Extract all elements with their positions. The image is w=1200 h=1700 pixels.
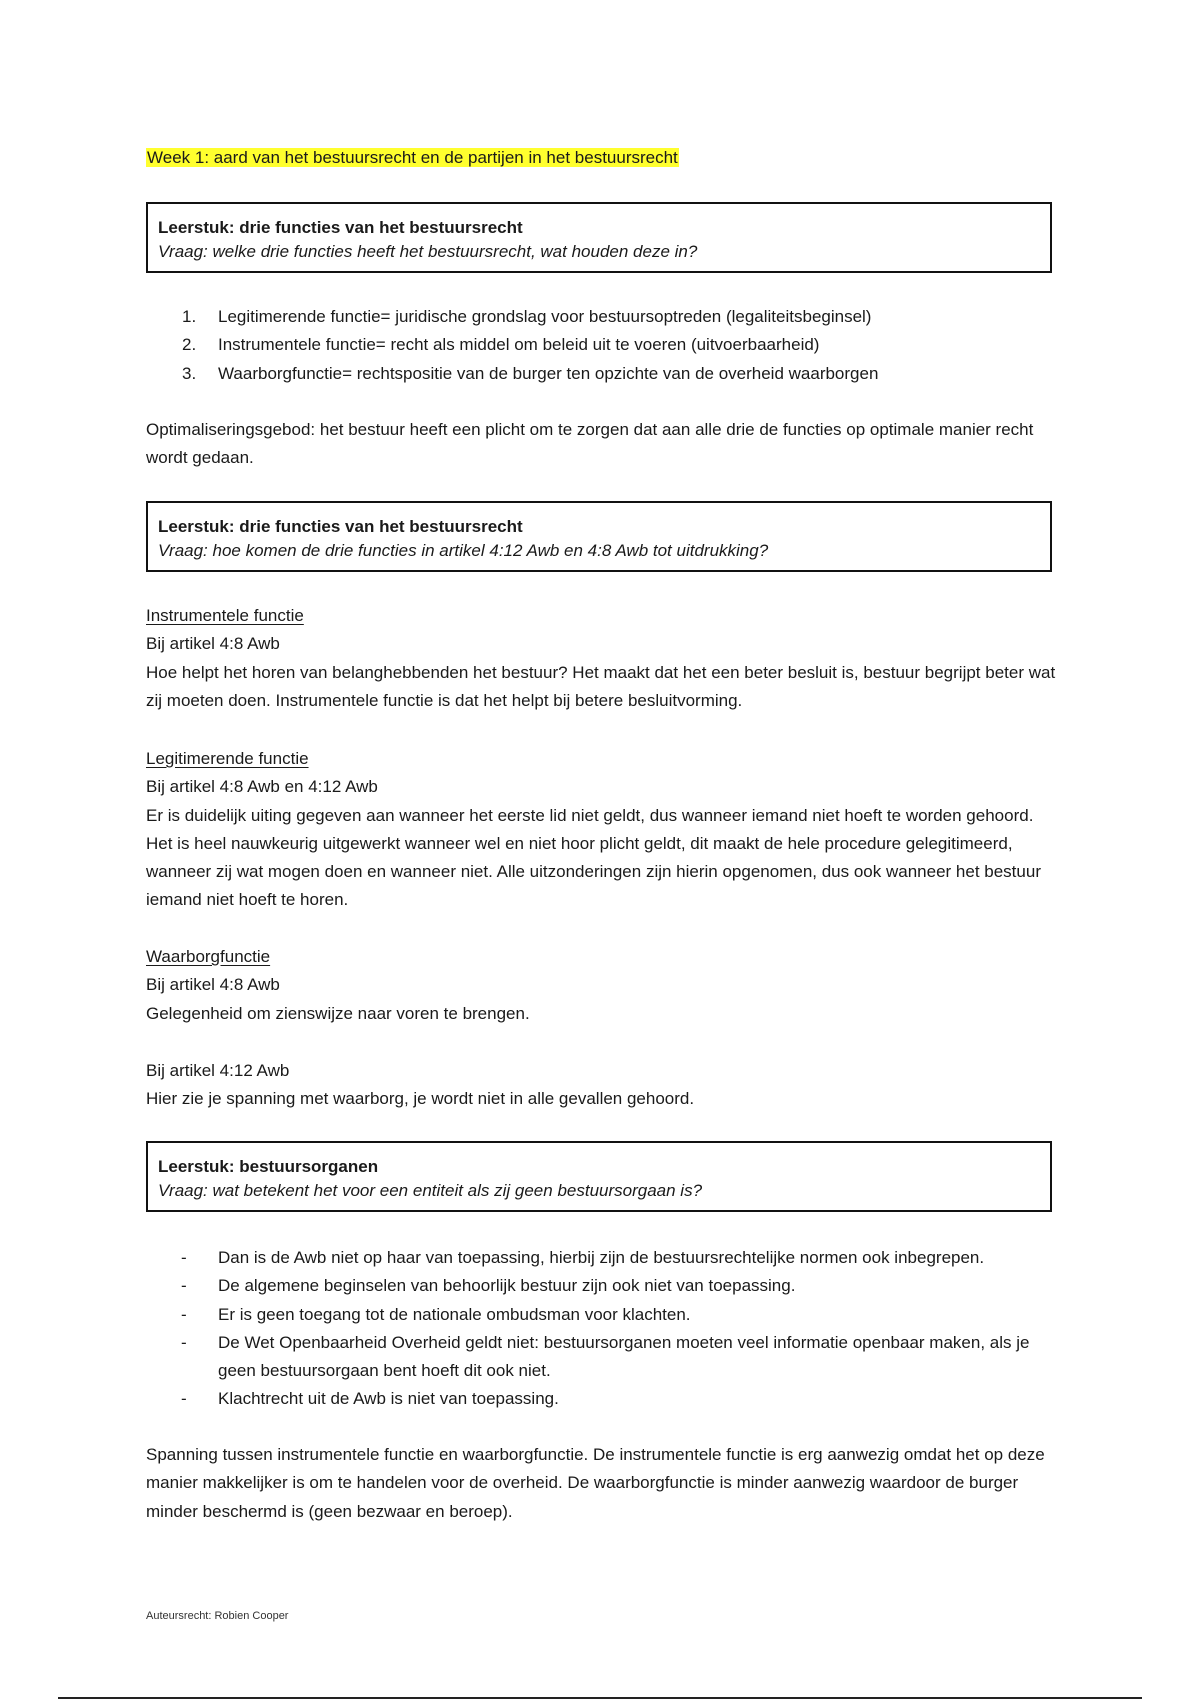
functions-list — [146, 303, 1056, 388]
section-heading: Waarborgfunctie — [146, 947, 271, 966]
section-text: Er is duidelijk uiting gegeven aan wanneer het eerste lid niet geldt, dus wanneer iemand niet hoeft te worden gehoord. Het is heel nauwkeurig uitgewerkt wanneer wel en niet hoor plicht geldt, dit maakt de hele procedure gelegitimeerd, wanneer zij wat mogen doen en wanneer niet. Alle uitzonderingen zijn hierin opgenomen, dus ook wanneer het bestuur iemand niet hoeft te horen. — [146, 805, 1041, 910]
functions-list-block — [146, 303, 1056, 388]
waarborg-section-4-12 — [146, 1057, 1056, 1114]
spanning-paragraph: Spanning tussen instrumentele functie en waarborgfunctie. De instrumentele functie is erg aanwezig omdat het op deze manier makkelijker is om te handelen voor de overheid. De waarborgfunctie is minder aanwezig waardoor de burger minder beschermd is (geen bezwaar en beroep). — [146, 1445, 1045, 1521]
list-item: 3. Waarborgfunctie= rechtspositie van de burger ten opzichte van de overheid waarborgen — [182, 363, 879, 383]
legitimerende-section — [146, 745, 1056, 915]
waarborg-section — [146, 943, 1056, 1028]
week-heading — [146, 146, 679, 170]
list-item: - Er is geen toegang tot de nationale ombudsman voor klachten. — [181, 1304, 691, 1324]
list-item: - De algemene beginselen van behoorlijk bestuur zijn ook niet van toepassing. — [181, 1276, 796, 1296]
list-item: 1. Legitimerende functie= juridische grondslag voor bestuursoptreden (legaliteitsbeginsel) — [182, 307, 872, 326]
consequences-list — [146, 1244, 1056, 1414]
section-heading: Instrumentele functie — [146, 606, 304, 625]
section-text: Hoe helpt het horen van belanghebbenden het bestuur? Het maakt dat het een beter besluit is, bestuur begrijpt beter wat zij moeten doen. Instrumentele functie is dat het helpt bij betere besluitvorming. — [146, 662, 1056, 710]
instrumentele-section — [146, 602, 1056, 715]
leerstuk-title: Leerstuk: drie functies van het bestuursrecht — [158, 517, 523, 536]
list-item: - Klachtrecht uit de Awb is niet van toepassing. — [181, 1389, 559, 1409]
leerstuk-box-bestuursorganen — [146, 1141, 1052, 1212]
leerstuk-question: Vraag: welke drie functies heeft het bestuursrecht, wat houden deze in? — [158, 242, 698, 261]
section-subheading: Bij artikel 4:8 Awb en 4:12 Awb — [146, 777, 378, 797]
copyright-note: Auteursrecht: Robien Cooper — [146, 1610, 289, 1622]
section-subheading: Bij artikel 4:8 Awb — [146, 975, 280, 995]
section-heading: Legitimerende functie — [146, 749, 309, 768]
list-item: 2. Instrumentele functie= recht als middel om beleid uit te voeren (uitvoerbaarheid) — [182, 335, 820, 355]
optimalisering-paragraph: Optimaliseringsgebod: het bestuur heeft een plicht om te zorgen dat aan alle drie de functies op optimale manier recht wordt gedaan. — [146, 420, 1034, 468]
leerstuk-box-functies — [146, 202, 1052, 273]
section-subheading: Bij artikel 4:8 Awb — [146, 634, 280, 654]
section-text: Gelegenheid om zienswijze naar voren te brengen. — [146, 1003, 530, 1023]
leerstuk-title: Leerstuk: drie functies van het bestuursrecht — [158, 218, 523, 237]
leerstuk-box-artikelen — [146, 501, 1052, 572]
section-subheading: Bij artikel 4:12 Awb — [146, 1061, 290, 1080]
leerstuk-title: Leerstuk: bestuursorganen — [158, 1157, 379, 1176]
section-text: Hier zie je spanning met waarborg, je wordt niet in alle gevallen gehoord. — [146, 1089, 695, 1109]
week-heading-highlight: Week 1: aard van het bestuursrecht en de partijen in het bestuursrecht — [147, 148, 678, 167]
list-item: - De Wet Openbaarheid Overheid geldt niet: bestuursorganen moeten veel informatie openbaar maken, als je geen bestuursorgaan bent hoeft dit ook niet. — [181, 1332, 1030, 1381]
leerstuk-question: Vraag: hoe komen de drie functies in artikel 4:12 Awb en 4:8 Awb tot uitdrukking? — [158, 541, 769, 560]
list-item: - Dan is de Awb niet op haar van toepassing, hierbij zijn de bestuursrechtelijke normen ook inbegrepen. — [181, 1248, 985, 1267]
leerstuk-question: Vraag: wat betekent het voor een entiteit als zij geen bestuursorgaan is? — [158, 1181, 703, 1200]
bottom-divider — [58, 1697, 1142, 1699]
consequences-list-block — [146, 1244, 1056, 1414]
